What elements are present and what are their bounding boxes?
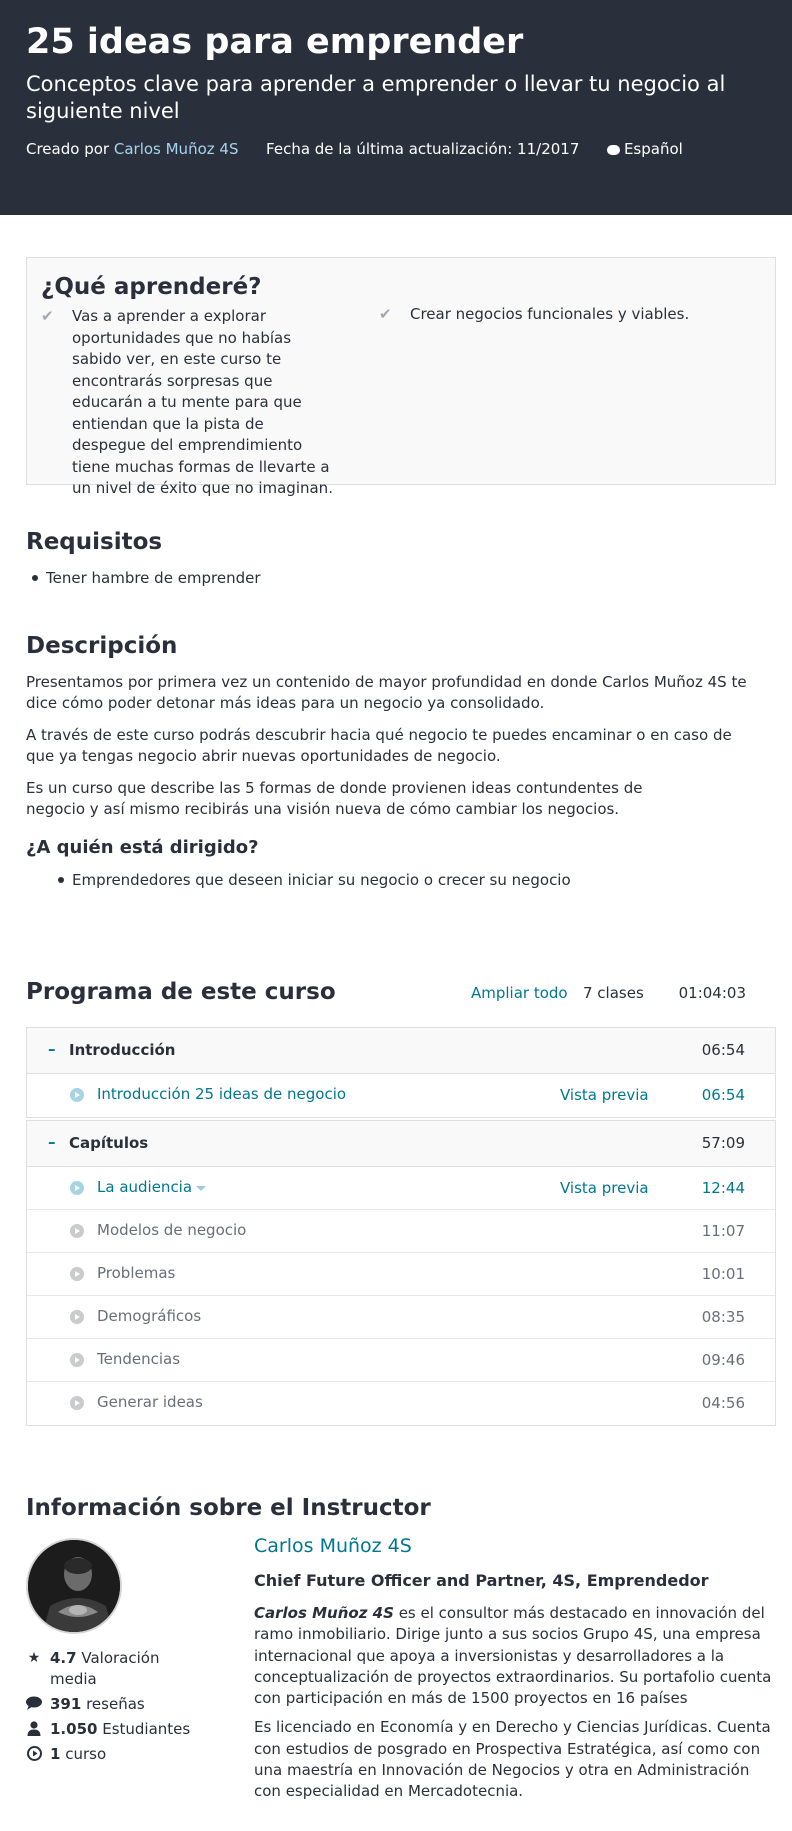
- section-header-introduccion[interactable]: [27, 1028, 775, 1074]
- collapse-icon: –: [48, 1040, 56, 1058]
- last-updated: Fecha de la última actualización: 11/2017: [266, 140, 580, 158]
- requirement-text: Tener hambre de emprender: [46, 569, 261, 587]
- instructor-heading: Información sobre el Instructor: [26, 1495, 431, 1521]
- lecture-duration: 10:01: [701, 1265, 745, 1283]
- comment-icon: [26, 1696, 42, 1712]
- lecture-duration: 09:46: [701, 1351, 745, 1369]
- bio-text: es el consultor más destacado en innovación del ramo inmobiliario. Dirige junto a sus socios Grupo 4S, una empresa internacional que apoya a inversionistas y desarrolladores a la conceptualización de proyectos extraordinarios. Su portafolio cuenta con participación en más de 1500 proyectos en 16 países: [254, 1604, 772, 1708]
- lecture-row: [27, 1339, 775, 1382]
- learn-item-text: Vas a aprender a explorar oportunidades que no habías sabido ver, en este curso te encontrarás sorpresas que educarán a tu mente para que entiendan que la pista de despegue del emprendimiento tiene muchas formas de llevarte a un nivel de éxito que no imaginan.: [72, 307, 333, 497]
- course-main: [26, 257, 776, 1801]
- description-paragraph: Presentamos por primera vez un contenido de mayor profundidad en donde Carlos Muñoz 4S te dice cómo poder detonar más ideas para un negocio ya consolidado.: [26, 673, 747, 712]
- instructor-section: [26, 1493, 776, 1801]
- bio-paragraph: Es licenciado en Economía y en Derecho y Ciencias Jurídicas. Cuenta con estudios de posgrado en Prospectiva Estratégica, así como con una maestría en Innovación de Negocios y otra en Administración con especialidad en Mercadotecnia.: [254, 1718, 771, 1801]
- play-icon: [70, 1181, 84, 1195]
- curriculum-heading: Programa de este curso: [26, 979, 336, 1005]
- play-icon: [70, 1310, 84, 1324]
- lecture-duration: 08:35: [701, 1308, 745, 1326]
- play-icon: [70, 1396, 84, 1410]
- bio-name: Carlos Muñoz 4S: [254, 1604, 394, 1622]
- expand-all-button[interactable]: Ampliar todo: [471, 984, 568, 1002]
- lecture-title: Generar ideas: [97, 1393, 203, 1411]
- curriculum-section-box: [26, 1027, 776, 1118]
- speech-bubble-icon: [607, 145, 620, 155]
- preview-link[interactable]: Vista previa: [560, 1179, 649, 1197]
- curriculum-section: [26, 977, 776, 1426]
- play-icon: [70, 1267, 84, 1281]
- rating-stat: [26, 1648, 206, 1690]
- created-by-label: Creado por: [26, 140, 110, 158]
- bio-paragraph: [254, 1603, 776, 1709]
- section-title: Capítulos: [69, 1134, 149, 1152]
- bullet-dot: [32, 575, 38, 581]
- lecture-row[interactable]: [27, 1074, 775, 1117]
- section-title: Introducción: [69, 1041, 176, 1059]
- instructor-stats: [26, 1648, 206, 1769]
- play-icon: [70, 1353, 84, 1367]
- reviews-value: 391: [50, 1695, 82, 1713]
- lecture-title[interactable]: La audiencia: [97, 1178, 193, 1196]
- instructor-name-link[interactable]: Carlos Muñoz 4S: [254, 1535, 412, 1557]
- students-value: 1.050: [50, 1720, 98, 1738]
- audience-item: [52, 870, 776, 890]
- requirements-heading: Requisitos: [26, 529, 163, 555]
- author-link[interactable]: Carlos Muñoz 4S: [113, 140, 239, 158]
- instructor-photo: [28, 1540, 122, 1634]
- students-label: Estudiantes: [102, 1720, 191, 1738]
- rating-value: 4.7: [50, 1649, 77, 1667]
- play-circle-icon: [26, 1746, 42, 1762]
- description-section: [26, 631, 776, 890]
- course-subtitle: Conceptos clave para aprender a emprender o llevar tu negocio al siguiente nivel: [26, 72, 726, 123]
- learn-heading: ¿Qué aprenderé?: [41, 274, 262, 300]
- lecture-title: Modelos de negocio: [97, 1221, 247, 1239]
- lecture-duration: 12:44: [701, 1179, 745, 1197]
- section-header-capitulos[interactable]: [27, 1121, 775, 1167]
- courses-stat: [26, 1744, 206, 1765]
- collapse-icon: –: [48, 1133, 56, 1151]
- students-stat: [26, 1719, 206, 1740]
- section-duration: 57:09: [701, 1134, 745, 1152]
- lecture-row: [27, 1210, 775, 1253]
- lecture-row: [27, 1296, 775, 1339]
- course-language: Español: [623, 140, 683, 158]
- lecture-title: Problemas: [97, 1264, 176, 1282]
- section-duration: 06:54: [701, 1041, 745, 1059]
- audience-heading: ¿A quién está dirigido?: [26, 837, 259, 858]
- chevron-down-icon[interactable]: [196, 1186, 206, 1191]
- requirement-item: [26, 568, 776, 588]
- instructor-bio: [254, 1533, 776, 1803]
- user-icon: [26, 1721, 42, 1737]
- play-icon: [70, 1224, 84, 1238]
- check-icon: ✔: [379, 305, 392, 323]
- preview-link[interactable]: Vista previa: [560, 1086, 649, 1104]
- lectures-count: 7 clases: [583, 984, 644, 1002]
- course-title: 25 ideas para emprender: [26, 22, 524, 62]
- lecture-title: Tendencias: [97, 1350, 181, 1368]
- course-meta: [26, 139, 766, 159]
- avatar[interactable]: [26, 1538, 122, 1634]
- curriculum-section-box: [26, 1120, 776, 1426]
- reviews-label: reseñas: [86, 1695, 145, 1713]
- curriculum-header: [26, 977, 776, 1027]
- lecture-row[interactable]: [27, 1167, 775, 1210]
- lecture-row: [27, 1253, 775, 1296]
- audience-text: Emprendedores que deseen iniciar su negocio o crecer su negocio: [72, 871, 571, 889]
- star-icon: ★: [27, 1650, 41, 1666]
- requirements-section: [26, 527, 776, 588]
- learn-item-text: Crear negocios funcionales y viables.: [410, 305, 690, 323]
- total-duration: 01:04:03: [678, 984, 746, 1002]
- reviews-stat: [26, 1694, 206, 1715]
- what-you-will-learn: [26, 257, 776, 497]
- check-icon: ✔: [41, 307, 54, 325]
- description-paragraph: Es un curso que describe las 5 formas de donde provienen ideas contundentes de negocio y así mismo recibirás una visión nueva de cómo cambiar los negocios.: [26, 779, 643, 818]
- courses-label: curso: [65, 1745, 107, 1763]
- courses-value: 1: [50, 1745, 61, 1763]
- course-hero: [0, 0, 792, 215]
- rating-label: Valoración media: [50, 1649, 160, 1688]
- play-icon: [70, 1088, 84, 1102]
- lecture-title: Demográficos: [97, 1307, 202, 1325]
- lecture-row: [27, 1382, 775, 1425]
- lecture-duration: 04:56: [701, 1394, 745, 1412]
- bullet-dot: [58, 877, 64, 883]
- lecture-duration: 11:07: [701, 1222, 745, 1240]
- lecture-duration: 06:54: [701, 1086, 745, 1104]
- description-paragraph: A través de este curso podrás descubrir hacia qué negocio te puedes encaminar o en caso de que ya tengas negocio abrir nuevas oportunidades de negocio.: [26, 726, 732, 765]
- description-heading: Descripción: [26, 633, 178, 659]
- instructor-job-title: Chief Future Officer and Partner, 4S, Emprendedor: [254, 1571, 709, 1590]
- lecture-title[interactable]: Introducción 25 ideas de negocio: [97, 1085, 347, 1103]
